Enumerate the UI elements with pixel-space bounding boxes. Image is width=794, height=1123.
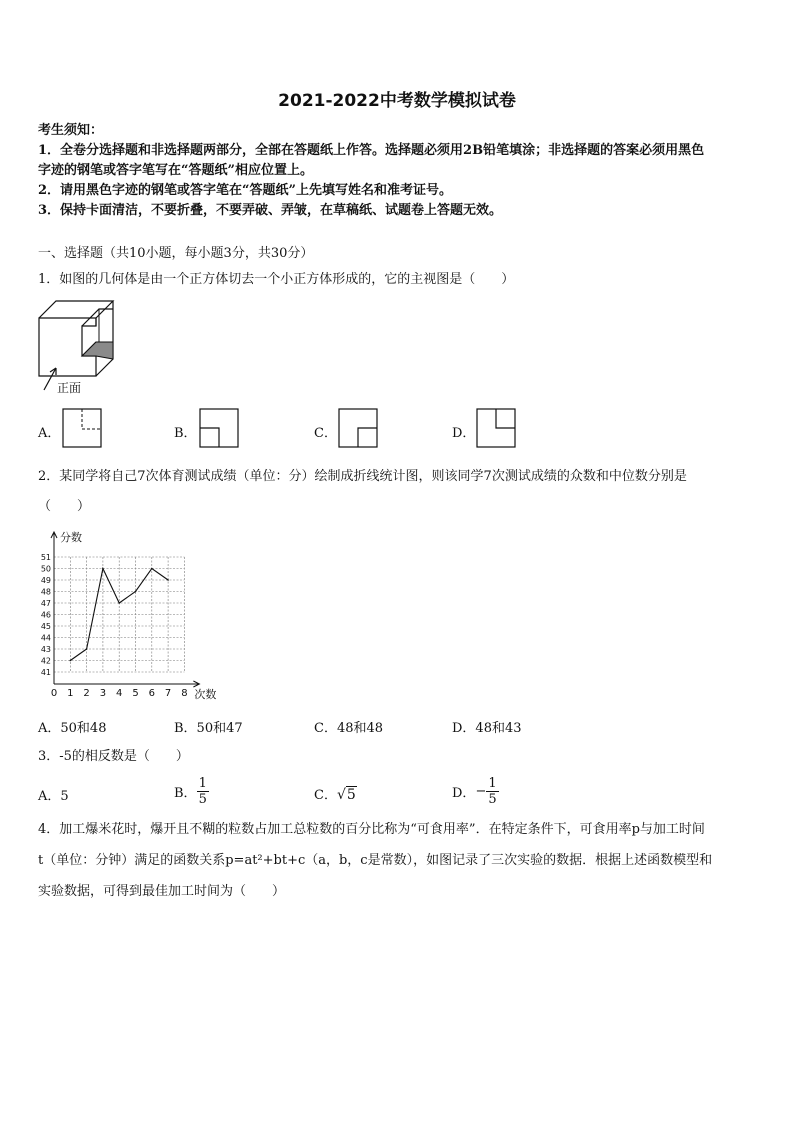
q2-option-b[interactable]: B．50和47 [174,721,243,736]
x-tick-label: 1 [67,688,74,699]
score-data-point [102,568,104,570]
question-2-text-cont: （ ） [38,499,91,514]
score-data-point [70,660,72,662]
q3-option-a[interactable]: A．5 [38,789,69,804]
question-2-text: 2．某同学将自己7次体育测试成绩（单位：分）绘制成折线统计图，则该同学7次测试成绩的众数和中位数分别是 [38,469,687,484]
q3-option-b[interactable] [174,776,209,807]
q1-option-a-label[interactable]: A． [38,426,61,441]
y-tick-label: 51 [40,553,51,562]
fraction-denominator: 5 [488,792,497,807]
y-tick-label: 46 [40,610,51,620]
y-tick-label: 48 [40,587,51,597]
q3-option-c[interactable] [314,784,357,803]
y-axis-label: 分数 [60,531,82,544]
x-tick-label: 7 [164,688,172,699]
y-tick-label: 45 [40,622,51,631]
notice-item-2: 2．请用黑色字迹的钢笔或答字笔在“答题纸”上先填写姓名和准考证号。 [38,183,453,198]
q1-option-d-figure [476,408,518,450]
score-data-point [118,602,120,604]
fraction-denominator: 5 [198,792,207,807]
x-tick-label: 5 [132,688,139,699]
score-line-chart [34,527,224,703]
score-data-point [86,648,88,650]
fraction-numerator: 1 [198,776,207,791]
front-view-label: 正面 [57,381,82,395]
q1-option-a-figure [62,408,104,450]
x-tick-label: 2 [83,688,90,699]
sqrt-sign: √ [336,787,346,803]
q3-option-d-fraction [486,776,498,807]
sqrt-radicand: 5 [346,787,356,803]
question-4-line-3: 实验数据，可得到最佳加工时间为（ ） [38,884,286,899]
x-tick-label: 0 [50,688,58,699]
y-tick-label: 43 [40,645,51,654]
y-tick-label: 44 [40,633,51,643]
q2-option-c[interactable]: C．48和48 [314,721,384,736]
x-tick-label: 6 [148,688,155,699]
q3-option-b-fraction [197,776,209,807]
notice-item-1-cont: 字迹的钢笔或答字笔写在“答题纸”相应位置上。 [38,163,313,178]
question-3-text: 3．-5的相反数是（ ） [38,749,189,764]
y-tick-label: 42 [40,656,51,666]
question-4-line-2: t（单位：分钟）满足的函数关系p=at²+bt+c（a，b，c是常数），如图记录了三次实验的数据．根据上述函数模型和 [38,853,713,868]
q3-option-c-sqrt [337,786,357,803]
q1-option-d-label[interactable]: D． [452,426,476,441]
q3-option-d-label: D． [452,786,476,801]
q3-option-d-sign: − [475,784,487,799]
q2-option-a[interactable]: A．50和48 [38,721,107,736]
fraction-numerator: 1 [488,776,497,791]
q3-option-b-label: B． [174,786,197,801]
x-axis-label: 次数 [194,688,217,701]
notice-heading: 考生须知： [38,123,104,138]
x-tick-label: 4 [116,688,123,699]
notice-item-3: 3．保持卡面清洁，不要折叠，不要弄破、弄皱，在草稿纸、试题卷上答题无效。 [38,203,503,218]
q3-option-d[interactable] [452,776,499,807]
q1-option-b-figure [199,408,241,450]
x-tick-label: 8 [181,688,188,699]
y-tick-label: 41 [40,668,51,677]
question-4-line-1: 4．加工爆米花时，爆开且不糊的粒数占加工总粒数的百分比称为“可食用率”．在特定条件下，可食用率p与加工时间 [38,822,705,837]
score-data-point [167,579,169,581]
q1-option-c-figure [338,408,380,450]
q3-option-c-label: C． [314,788,337,803]
x-tick-label: 3 [99,688,107,699]
y-tick-label: 49 [40,576,51,585]
score-data-point [151,568,153,570]
q1-option-b-label[interactable]: B． [174,426,197,441]
section-heading: 一、选择题（共10小题，每小题3分，共30分） [38,246,314,261]
y-tick-label: 50 [40,564,51,574]
question-1-text: 1．如图的几何体是由一个正方体切去一个小正方体形成的，它的主视图是（ ） [38,272,515,287]
page-title: 2021-2022中考数学模拟试卷 [278,91,516,111]
score-data-point [135,591,137,593]
notice-item-1: 1．全卷分选择题和非选择题两部分，全部在答题纸上作答。选择题必须用2B铅笔填涂；非选择题的答案必须用黑色 [38,143,705,158]
y-tick-label: 47 [40,599,51,608]
q1-option-c-label[interactable]: C． [314,426,337,441]
q2-option-d[interactable]: D．48和43 [452,721,522,736]
